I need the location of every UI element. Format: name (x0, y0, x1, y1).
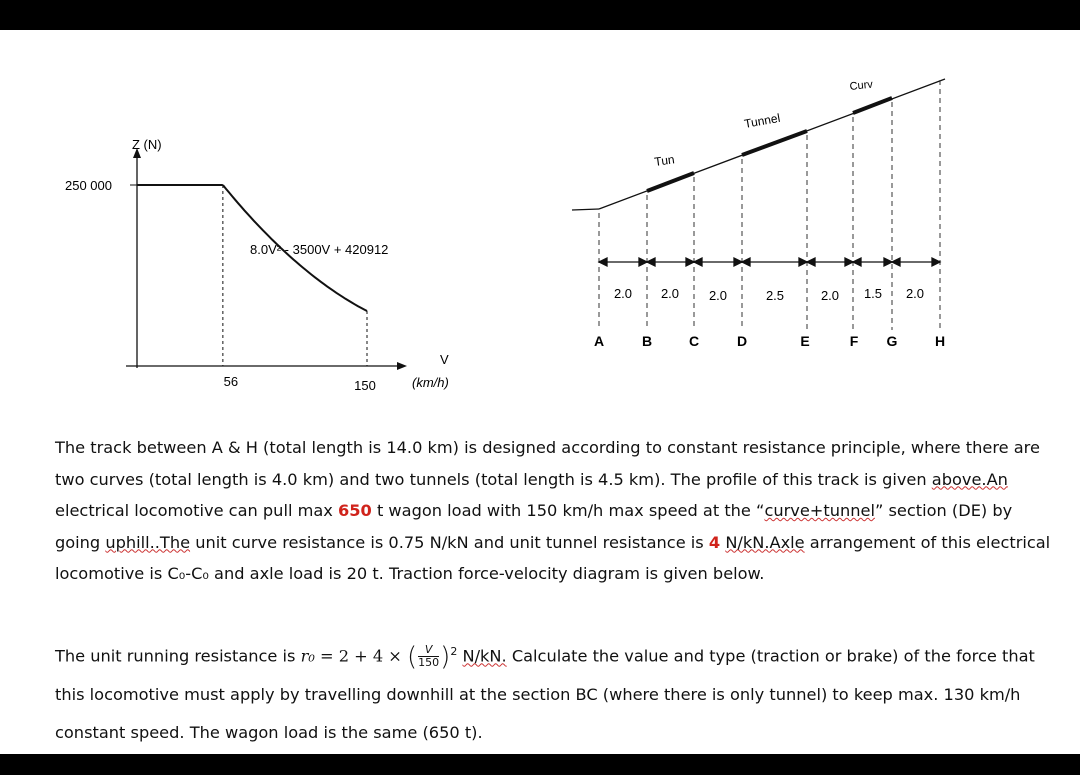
length-bc: 2.0 (660, 286, 680, 301)
spell-mark-uphill: uphill..The (105, 532, 191, 552)
tun-label: Tun (653, 152, 676, 169)
point-f: F (849, 333, 859, 349)
length-cd: 2.0 (708, 288, 728, 303)
length-de: 2.5 (765, 288, 785, 303)
problem-paragraph-1: The track between A & H (total length is 14.0 km) is designed according to constant resistance principle, where there are two curves (total length is 4.0 km) and two tunnels (total length is 4.5 km). The profile of this track is given above.An electrical locomotive can pull max 650 t wagon load with 150 km/h max speed at the “curve+tunnel” section (DE) by going uphill..The unit curve resistance is 0.75 N/kN and unit tunnel resistance is 4 N/kN.Axle arrangement of this electrical locomotive is C₀-C₀ and axle load is 20 t. Traction force-velocity diagram is given below. (55, 438, 1051, 583)
y-axis-label: Z (N) (132, 137, 162, 152)
tunnel-segment-de (742, 131, 807, 155)
running-resistance-symbol: r₀ (300, 646, 315, 666)
tunnel-resistance-value: 4 (708, 532, 721, 552)
x-axis-label: V (440, 352, 449, 367)
dimension-arrows (599, 258, 940, 266)
point-a: A (593, 333, 605, 349)
track-profile-diagram (560, 30, 980, 360)
wagon-load-value: 650 (338, 501, 372, 520)
point-g: G (886, 333, 898, 349)
y-tick-label: 250 000 (65, 178, 112, 193)
length-gh: 2.0 (905, 286, 925, 301)
length-ef: 2.0 (820, 288, 840, 303)
point-c: C (688, 333, 700, 349)
length-ab: 2.0 (613, 286, 633, 301)
spell-mark-above: above.An (931, 469, 1008, 489)
tunnel-segment-bc (647, 173, 694, 191)
point-d: D (736, 333, 748, 349)
length-fg: 1.5 (863, 286, 883, 301)
tunnel-label: Tunnel (743, 110, 782, 131)
spell-mark-curve-tunnel: curve+tunnel (764, 501, 875, 520)
x-tick-56: 56 (223, 374, 239, 389)
spell-mark-axle: N/kN.Axle (725, 532, 805, 552)
curve-segment-fg (853, 98, 892, 113)
point-h: H (934, 333, 946, 349)
curve-formula: 8.0V² - 3500V + 420912 (250, 242, 389, 257)
point-e: E (800, 333, 810, 349)
problem-paragraph-2: The unit running resistance is r₀ = 2 + 4 × ( $\frac{V}{150}$ )$^2$ N/kN. Calculate the value and type (traction or brake) of the force that this locomotive must apply by travelling downhill at the section BC (where there is only tunnel) to keep max. 130 km/h constant speed. The wagon load is the same (650 t). (55, 641, 1035, 742)
velocity-fraction: $\frac{V}{150}$ (418, 643, 440, 670)
curv-label: Curv (849, 78, 874, 93)
x-axis-arrow (397, 362, 407, 370)
x-tick-150: 150 (354, 378, 376, 393)
point-b: B (641, 333, 653, 349)
x-axis-unit: (km/h) (412, 375, 449, 390)
spell-mark-nkn: N/kN. (462, 646, 507, 666)
document-page (0, 30, 1080, 754)
force-velocity-chart (0, 30, 540, 400)
